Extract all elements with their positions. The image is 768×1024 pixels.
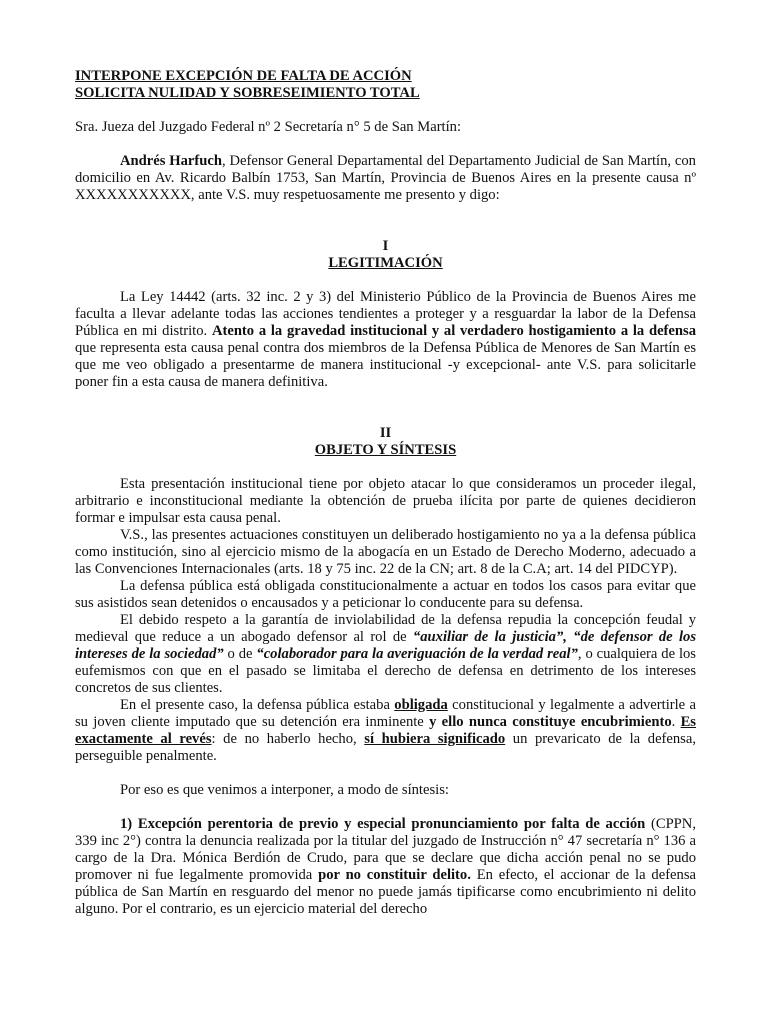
section-title: LEGITIMACIÓN bbox=[328, 255, 443, 271]
numbered-item-1: 1) Excepción perentoria de previo y especial pronunciamiento por falta de acción (CPPN, 339 inc 2°) contra la denuncia realizada por la titular del juzgado de Instrucción n° 47 secretaría n° 136 a cargo de la Dra. Mónica Berdión de Crudo, para que se declare que dicha acción penal no se pudo promover ni fue legalmente promovida por no constituir delito. En efecto, el accionar de la defensa pública de San Martín en resguardo del menor no puede jamás tipificarse como encubrimiento ni delito alguno. Por el contrario, es un ejercicio material del derecho bbox=[75, 816, 696, 917]
document-page bbox=[75, 68, 696, 918]
author-name: Andrés Harfuch bbox=[120, 153, 222, 169]
objeto-paragraph-1: Esta presentación institucional tiene por objeto atacar lo que consideramos un proceder ilegal, arbitrario e inconstitucional mediante la obtención de prueba ilícita por parte de quienes decidieron formar e impulsar esta causa penal. bbox=[75, 476, 696, 526]
section-title: OBJETO Y SÍNTESIS bbox=[314, 442, 457, 458]
section-number: I bbox=[382, 238, 389, 254]
document-heading-line-1: INTERPONE EXCEPCIÓN DE FALTA DE ACCIÓN bbox=[75, 68, 412, 84]
document-heading-line-2: SOLICITA NULIDAD Y SOBRESEIMIENTO TOTAL bbox=[75, 85, 420, 101]
objeto-paragraph-6: Por eso es que venimos a interponer, a modo de síntesis: bbox=[120, 782, 449, 798]
objeto-paragraph-2: V.S., las presentes actuaciones constituyen un deliberado hostigamiento no ya a la defensa pública como institución, sino al ejercicio mismo de la abogacía en un Estado de Derecho Moderno, adecuado a las Convenciones Internacionales (arts. 18 y 75 inc. 22 de la CN; art. 8 de la C.A; art. 14 del PIDCYP). bbox=[75, 527, 696, 577]
objeto-paragraph-5: En el presente caso, la defensa pública estaba obligada constitucional y legalmente a advertirle a su joven cliente imputado que su detención era inminente y ello nunca constituye encubrimiento. Es exactamente al revés: de no haberlo hecho, sí hubiera significado un prevaricato de la defensa, perseguible penalmente. bbox=[75, 697, 696, 764]
objeto-paragraph-3: La defensa pública está obligada constitucionalmente a actuar en todos los casos para evitar que sus asistidos sean detenidos o encausados y a peticionar lo conducente para su defensa. bbox=[75, 578, 696, 611]
section-number: II bbox=[379, 425, 392, 441]
legitimacion-paragraph: La Ley 14442 (arts. 32 inc. 2 y 3) del Ministerio Público de la Provincia de Buenos Aires me faculta a llevar adelante todas las acciones tendientes a proteger y a resguardar la labor de la Defensa Pública en mi distrito. Atento a la gravedad institucional y al verdadero hostigamiento a la defensa que representa esta causa penal contra dos miembros de la Defensa Pública de Menores de San Martín es que me veo obligado a presentarme de manera institucional -y excepcional- ante V.S. para solicitarle poner fin a esta causa de manera definitiva. bbox=[75, 289, 696, 390]
section-heading-objeto bbox=[75, 425, 696, 459]
addressee: Sra. Jueza del Juzgado Federal nº 2 Secretaría n° 5 de San Martín: bbox=[75, 119, 462, 135]
objeto-paragraph-4: El debido respeto a la garantía de inviolabilidad de la defensa repudia la concepción feudal y medieval que reduce a un abogado defensor al rol de “auxiliar de la justicia”, “de defensor de los intereses de la sociedad” o de “colaborador para la averiguación de la verdad real”, o cualquiera de los eufemismos con que en el pasado se limitaba el derecho de defensa en detrimento de los intereses concretos de sus clientes. bbox=[75, 612, 696, 696]
section-heading-legitimacion bbox=[75, 238, 696, 272]
intro-paragraph: Andrés Harfuch, Defensor General Departamental del Departamento Judicial de San Martín, con domicilio en Av. Ricardo Balbín 1753, San Martín, Provincia de Buenos Aires en la presente causa nº XXXXXXXXXXX, ante V.S. muy respetuosamente me presento y digo: bbox=[75, 153, 696, 203]
